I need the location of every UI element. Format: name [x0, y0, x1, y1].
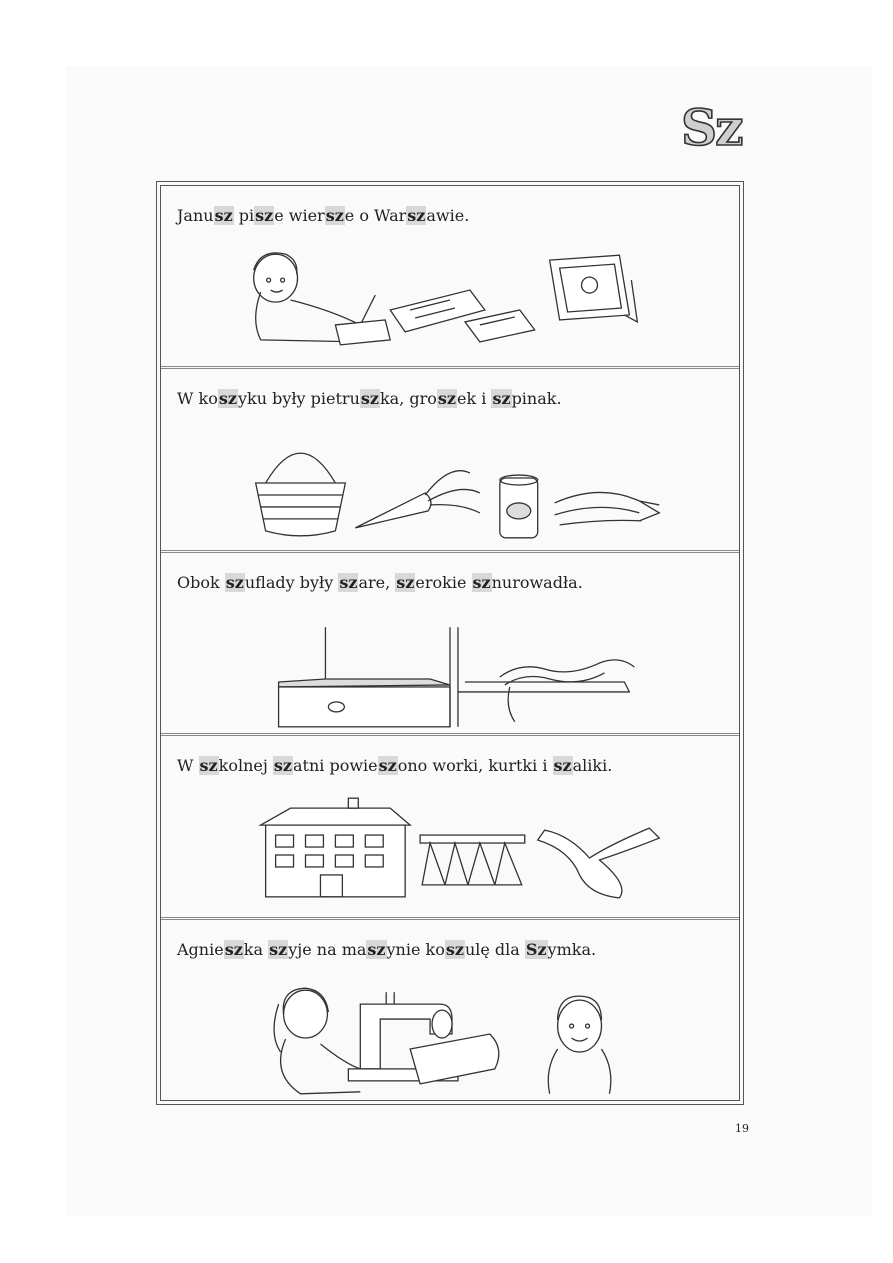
shirt-icon — [410, 1034, 499, 1084]
digraph-highlight: sz — [407, 206, 426, 225]
sentence-fragment: uflady były — [244, 572, 339, 592]
sentence-fragment: Obok — [177, 572, 225, 592]
sentence-fragment: pinak. — [511, 389, 562, 409]
sentence-fragment: W — [177, 756, 199, 776]
sentence-fragment: erokie — [415, 572, 472, 592]
sentence-panel — [161, 553, 739, 736]
sentence-panel — [161, 736, 739, 919]
digraph-highlight: sz — [396, 572, 415, 592]
pea-can-icon — [500, 475, 538, 538]
page-number: 19 — [735, 1122, 749, 1135]
sentence-fragment: Agnie — [177, 939, 224, 959]
sentence-fragment: W ko — [177, 389, 218, 409]
spinach-icon — [555, 493, 660, 525]
sentence-fragment: ek i — [457, 389, 492, 409]
sentence-fragment: ono worki, kurtki i — [397, 756, 553, 776]
sentence-fragment: Janu — [177, 206, 214, 225]
illustration — [161, 423, 739, 553]
papers-icon — [335, 290, 534, 345]
sentence-panel — [161, 920, 739, 1100]
sentence-fragment: ulę dla — [464, 939, 525, 959]
digraph-highlight: sz — [472, 572, 491, 592]
digraph-highlight: sz — [360, 389, 379, 409]
sentence-text — [177, 573, 583, 592]
digraph-highlight: sz — [367, 939, 386, 959]
illustration — [161, 790, 739, 920]
digraph-highlight: sz — [218, 389, 237, 409]
sentence-fragment: nurowadła. — [491, 572, 583, 592]
digraph-highlight: Sz — [525, 939, 547, 959]
digraph-highlight: sz — [325, 206, 344, 225]
digraph-highlight: sz — [199, 756, 218, 776]
digraph-highlight: sz — [255, 206, 274, 225]
sentence-text — [177, 940, 596, 959]
sentence-fragment: yje na ma — [288, 939, 367, 959]
girl-sewing-icon — [274, 988, 360, 1094]
sentence-fragment: atni powie — [292, 756, 378, 776]
sentence-fragment: ka, gro — [379, 389, 437, 409]
sentence-text — [177, 389, 562, 408]
digraph-highlight: sz — [273, 756, 292, 776]
digraph-highlight: sz — [269, 939, 288, 959]
tablet-icon — [550, 255, 638, 322]
exercise-frame — [156, 181, 744, 1105]
school-icon — [261, 798, 410, 897]
sentence-panel — [161, 369, 739, 552]
illustration — [161, 240, 739, 370]
carrot-icon — [355, 471, 480, 528]
sentence-fragment: kolnej — [218, 756, 273, 776]
digraph-highlight: sz — [437, 389, 457, 409]
basket-icon — [256, 454, 346, 537]
digraph-highlight: sz — [553, 756, 572, 776]
sentence-fragment: ynie ko — [386, 939, 445, 959]
sentence-fragment: awie. — [426, 206, 470, 225]
sentence-text — [177, 206, 469, 225]
digraph-highlight: sz — [445, 939, 464, 959]
sentence-fragment: e o War — [344, 206, 407, 225]
sentence-fragment: pi — [233, 206, 255, 225]
drawer-icon — [279, 627, 458, 727]
digraph-highlight: sz — [378, 756, 397, 776]
digraph-highlight: sz — [225, 572, 244, 592]
coat-rack-icon — [420, 835, 525, 885]
illustration — [161, 607, 739, 737]
sentence-fragment: aliki. — [572, 756, 613, 776]
digraph-highlight: sz — [339, 572, 358, 592]
digraph-highlight: sz — [224, 939, 243, 959]
sentence-text — [177, 756, 612, 775]
digraph-highlight: sz — [214, 206, 233, 225]
letter-heading: Sz — [681, 98, 742, 157]
illustration — [161, 974, 739, 1104]
boy-smiling-icon — [548, 996, 611, 1094]
sentence-fragment: yku były pietru — [237, 389, 360, 409]
sentence-fragment: are, — [358, 572, 396, 592]
digraph-highlight: sz — [492, 389, 511, 409]
shoelaces-icon — [458, 660, 634, 722]
sentence-fragment: ka — [243, 939, 269, 959]
scarf-icon — [538, 828, 660, 898]
sentence-fragment: e wier — [274, 206, 325, 225]
sentence-fragment: ymka. — [547, 939, 597, 959]
sentence-panel — [161, 186, 739, 369]
